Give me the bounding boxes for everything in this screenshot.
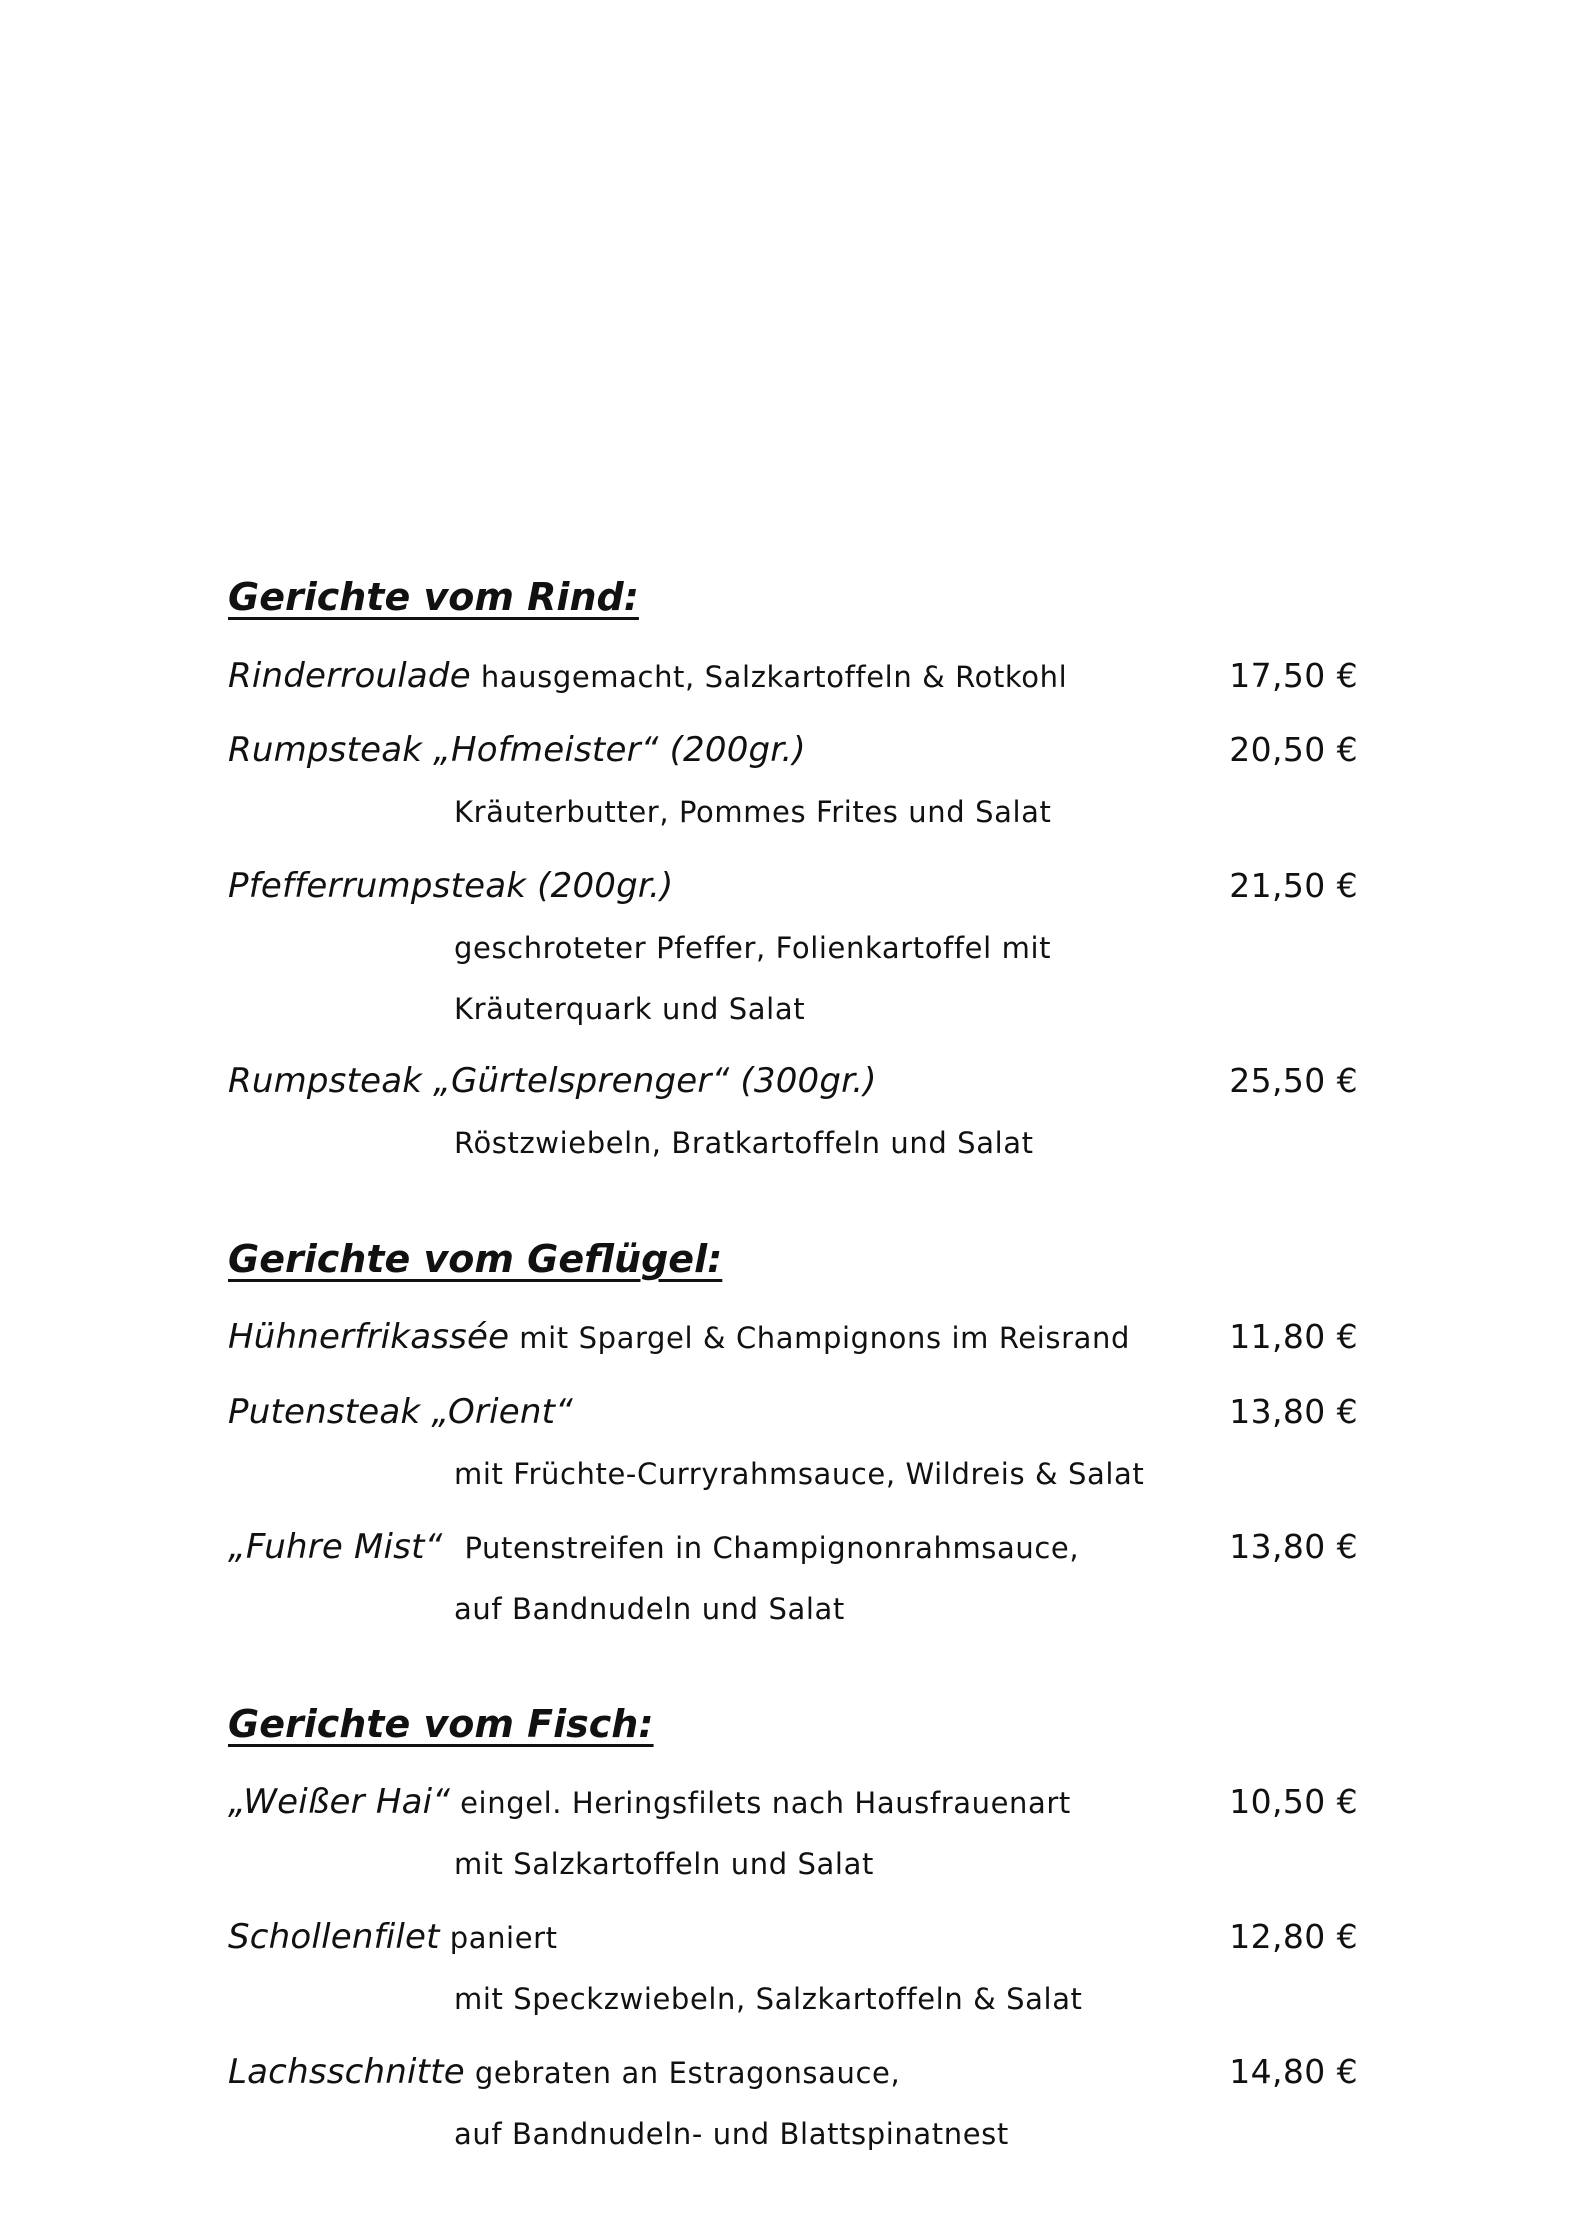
item-detail: Kräuterbutter, Pommes Frites und Salat <box>454 795 1052 829</box>
section-title-gefluegel: Gerichte vom Geflügel: <box>228 1237 723 1281</box>
menu-item-rumpsteak-guertelsprenger <box>228 1059 1358 1103</box>
item-price: 20,50 € <box>1229 730 1358 769</box>
item-detail: Kräuterquark und Salat <box>454 992 806 1026</box>
item-price: 12,80 € <box>1229 1917 1358 1956</box>
item-price: 13,80 € <box>1229 1527 1358 1566</box>
item-name: Lachsschnitte <box>228 2052 465 2092</box>
menu-item-putensteak-orient <box>228 1390 1358 1434</box>
item-price: 25,50 € <box>1229 1061 1358 1100</box>
menu-item-huehnerfrikassee <box>228 1315 1358 1359</box>
menu-item-lachsschnitte <box>228 2050 1358 2094</box>
item-detail: auf Bandnudeln- und Blattspinatnest <box>454 2117 1009 2151</box>
item-detail: geschroteter Pfeffer, Folienkartoffel mit <box>454 931 1052 965</box>
item-price: 17,50 € <box>1229 656 1358 695</box>
menu-item-weisser-hai <box>228 1780 1358 1824</box>
item-name: „Fuhre Mist“ <box>228 1527 443 1567</box>
item-name: Putensteak „Orient“ <box>228 1392 573 1432</box>
item-detail: auf Bandnudeln und Salat <box>454 1592 845 1626</box>
item-description: Putenstreifen in Champignonrahmsauce, <box>464 1531 1080 1565</box>
section-title-rind: Gerichte vom Rind: <box>228 575 639 619</box>
item-detail: mit Speckzwiebeln, Salzkartoffeln & Salat <box>454 1982 1083 2016</box>
item-name: Hühnerfrikassée <box>228 1317 510 1357</box>
item-description: mit Spargel & Champignons im Reisrand <box>519 1321 1130 1355</box>
section-title-fisch: Gerichte vom Fisch: <box>228 1702 654 1746</box>
item-description: gebraten an Estragonsauce, <box>474 2056 901 2090</box>
item-name: Rinderroulade <box>228 656 471 696</box>
item-price: 21,50 € <box>1229 866 1358 905</box>
item-description: paniert <box>449 1921 558 1955</box>
menu-page <box>228 0 1358 2222</box>
item-price: 14,80 € <box>1229 2052 1358 2091</box>
item-detail: mit Früchte-Curryrahmsauce, Wildreis & Salat <box>454 1457 1145 1491</box>
item-name: „Weißer Hai“ <box>228 1782 451 1822</box>
item-price: 10,50 € <box>1229 1782 1358 1821</box>
menu-item-rinderroulade <box>228 654 1358 698</box>
item-price: 13,80 € <box>1229 1392 1358 1431</box>
item-description: hausgemacht, Salzkartoffeln & Rotkohl <box>480 660 1068 694</box>
item-detail: Röstzwiebeln, Bratkartoffeln und Salat <box>454 1126 1034 1160</box>
menu-item-fuhre-mist <box>228 1525 1358 1569</box>
item-price: 11,80 € <box>1229 1317 1358 1356</box>
menu-item-schollenfilet <box>228 1915 1358 1959</box>
item-name: Schollenfilet <box>228 1917 440 1957</box>
item-name: Rumpsteak „Hofmeister“ (200gr.) <box>228 730 806 770</box>
item-name: Rumpsteak „Gürtelsprenger“ (300gr.) <box>228 1061 877 1101</box>
item-detail: mit Salzkartoffeln und Salat <box>454 1847 874 1881</box>
item-description: eingel. Heringsfilets nach Hausfrauenart <box>460 1786 1071 1820</box>
item-name: Pfefferrumpsteak (200gr.) <box>228 866 674 906</box>
menu-item-pfefferrumpsteak <box>228 864 1358 908</box>
menu-item-rumpsteak-hofmeister <box>228 728 1358 772</box>
